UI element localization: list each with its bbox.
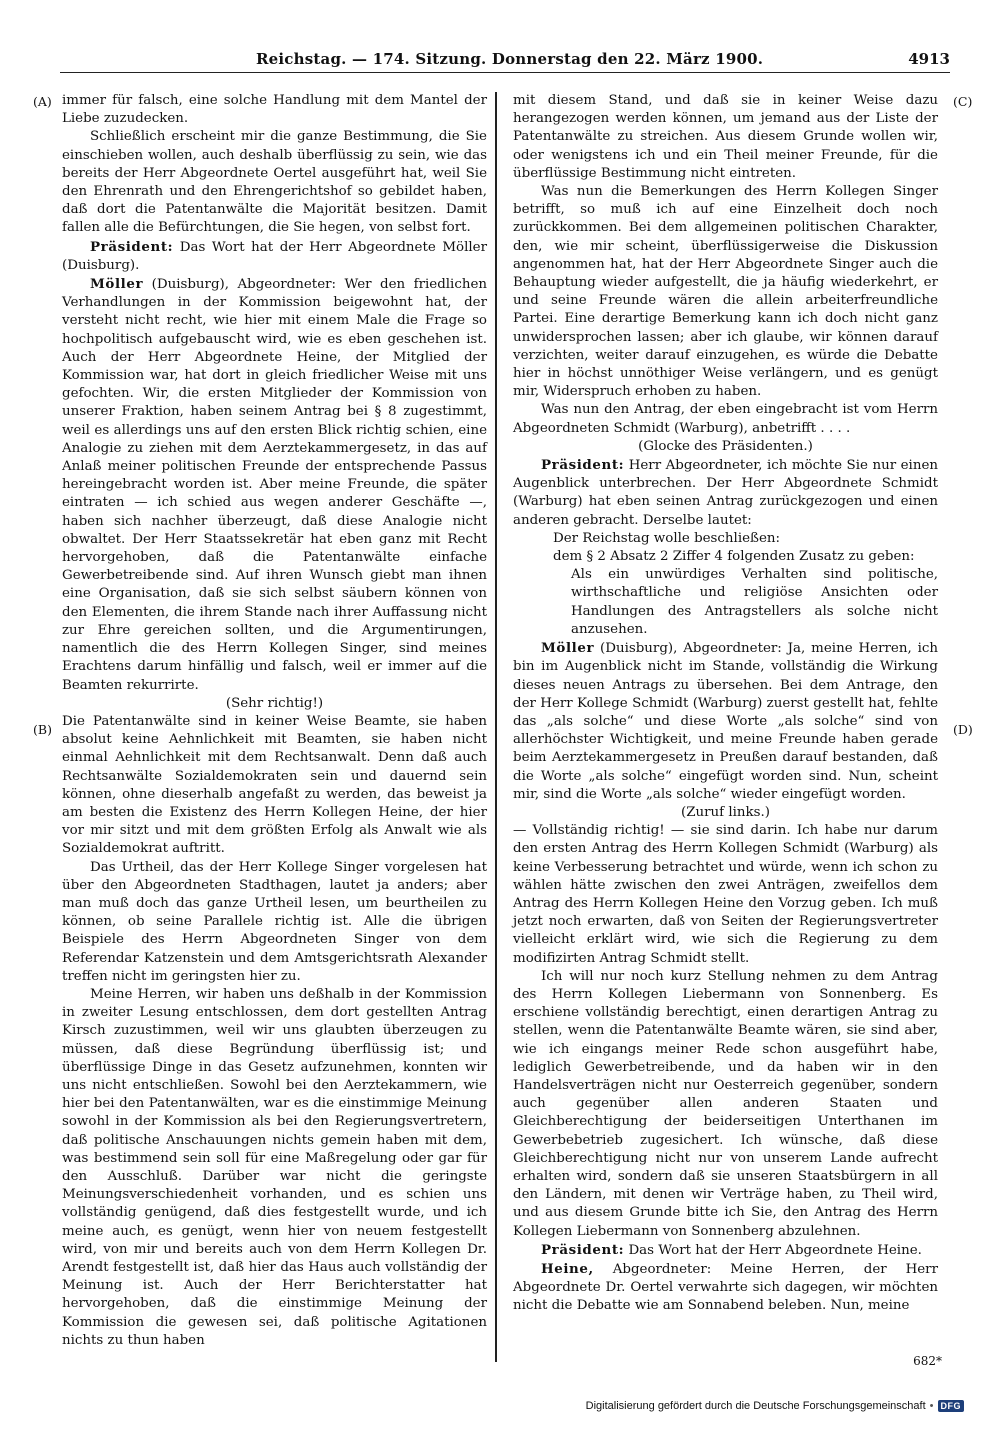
paragraph: Möller (Duisburg), Abgeordneter: Wer den friedlichen Verhandlungen in der Kommission beigewohnt hat, der versteht nicht recht, wie hier mit einem Male die Frage so hochpolitisch aufgebauscht wird, wie es eben geschehen ist. Auch der Herr Abgeordnete Heine, der Mitglied der Kommission war, hat dort in gleich friedlicher Weise mit uns gefochten. Wir, die ersten Mitglieder der Kommission von unserer Fraktion, haben seinem Antrag bei § 8 zugestimmt, weil es allerdings uns auf den ersten Blick richtig schien, eine Analogie zu ziehen mit dem Aerztekammergesetz, in das auf Anlaß meiner politischen Freunde der entsprechende Passus hereingebracht worden ist. Aber meine Freunde, die später eintraten — ich schied aus wegen anderer Geschäfte —, haben sich nachher überzeugt, daß diese Analogie nicht obwaltet. Der Herr Staatssekretär hat eben ganz mit Recht hervorgehoben, daß die Patentanwälte einfache Gewerbetreibende sind. Auf ihren Wunsch giebt man ihnen eine Organisation, daß sie sich selbst säubern können von den Elementen, die ihrem Stande nach ihrer Auffassung nicht zur Ehre gereichen sollten, und die Argumentirungen, namentlich die des Herrn Kollegen Singer, sind meines Erachtens darum hinfällig und falsch, weil er immer auf die Beamten rekurrirte. — [62, 276, 487, 693]
speaker-name: Heine, — [541, 1261, 594, 1277]
margin-marker-a: (A) — [33, 94, 52, 109]
dfg-logo: DFG — [938, 1400, 965, 1412]
paragraph: Möller (Duisburg), Abgeordneter: Ja, meine Herren, ich bin im Augenblick nicht im Stande, vollständig die Wirkung dieses neuen Antrags zu übersehen. Bei dem Antrage, den der Herr Kollege Schmidt (Warburg) zuerst gestellt hat, fehlte das „als solche“ und diese Worte „als solche“ sind von allerhöchster Wichtigkeit, und meine Freunde haben gerade beim Aerztekammergesetz in Preußen darauf bestanden, daß die Worte „als solche“ eingefügt worden sind. Nun, scheint mir, sind die Worte „als solche“ wieder eingefügt worden. — [513, 640, 938, 802]
motion-text — [553, 530, 938, 566]
speaker-name: Präsident: — [541, 457, 625, 474]
margin-marker-b: (B) — [33, 722, 52, 737]
paragraph: Präsident: Das Wort hat der Herr Abgeordnete Heine. — [541, 1241, 922, 1258]
left-column — [62, 92, 487, 1350]
paragraph: Was nun die Bemerkungen des Herrn Kollegen Singer betrifft, so muß ich auf eine Einzelheit doch noch zurückkommen. Bei dem allgemeinen politischen Charakter, den, wie mir scheint, überflüssigerweise die Diskussion angenommen hat, hat der Herr Abgeordnete Singer auch die Behauptung wieder aufgestellt, die ja häufig wiederkehrt, er und seine Freunde wären die allein arbeiterfreundliche Partei. Eine derartige Bemerkung kann ich doch nicht ganz unwidersprochen lassen; aber ich glaube, wir können darauf verzichten, weiter darauf einzugehen, es würde die Debatte hier in höchst unnöthiger Weise verlängern, und es genügt mir, Widerspruch erhoben zu haben. — [513, 184, 938, 400]
paragraph: Was nun den Antrag, der eben eingebracht ist vom Herrn Abgeordneten Schmidt (Warburg), anbetrifft . . . . — [513, 402, 938, 436]
running-title: Reichstag. — 174. Sitzung. Donnerstag den 22. März 1900. — [256, 50, 764, 68]
interjection: (Zuruf links.) — [680, 804, 771, 820]
paragraph: — Vollständig richtig! — sie sind darin. Ich habe nur darum den ersten Antrag des Herrn Kollegen Schmidt (Warburg) als keine Verbesserung betrachtet und würde, wenn ich schon zu wählen hätte zwischen den zwei Anträgen, zweifellos dem Antrag des Herrn Kollegen Heine den Vorzug geben. Ich muß jetzt noch erwarten, daß von Seiten der Regierungsvertreter vielleicht erklärt wird, wie sich die Regierung zu dem modifizirten Antrag Schmidt stellt. — [513, 823, 938, 966]
paragraph: Heine, Abgeordneter: Meine Herren, der Herr Abgeordnete Dr. Oertel verwahrte sich dagegen, wir möchten nicht die Debatte wie am Sonnabend beleben. Nun, meine — [513, 1261, 938, 1314]
digitization-credit — [586, 1398, 964, 1414]
speaker-name: Präsident: — [541, 1241, 625, 1258]
page-number: 4913 — [908, 50, 950, 68]
separator: • — [929, 1400, 934, 1412]
paragraph: Präsident: Das Wort hat der Herr Abgeordnete Möller (Duisburg). — [62, 238, 487, 273]
speaker-name: Präsident: — [90, 238, 174, 255]
interjection: (Glocke des Präsidenten.) — [638, 438, 813, 454]
speaker-name: Möller — [90, 276, 144, 293]
paragraph: Ich will nur noch kurz Stellung nehmen zu dem Antrag des Herrn Kollegen Liebermann von Sonnenberg. Es erschiene vollständig berechtigt, einen derartigen Antrag zu stellen, wenn die Patentanwälte Beamte wären, sie sind aber, wie ich eingangs meiner Rede schon ausgeführt habe, lediglich Gewerbetreibende, und da haben wir in den Handelsverträgen nicht nur Oesterreich gegenüber, sondern auch gegenüber allen anderen Staaten und Gleichberechtigung der beiderseitigen Unterthanen im Gewerbebetrieb zugesichert. Ich wünsche, daß diese Gleichberechtigung nicht nur von unserem Lande aufrecht erhalten wird, sondern daß sie unseren Staatsbürgern in all den Ländern, mit denen wir Verträge haben, zu Theil wird, und aus diesem Grunde bitte ich Sie, den Antrag des Herrn Kollegen Liebermann von Sonnenberg abzulehnen. — [513, 968, 938, 1239]
right-column — [513, 92, 938, 1316]
interjection: (Sehr richtig!) — [225, 695, 324, 711]
margin-marker-d: (D) — [953, 722, 973, 737]
paragraph: Schließlich erscheint mir die ganze Bestimmung, die Sie einschieben wollen, auch deshalb überflüssig zu sein, wie das bereits der Herr Abgeordnete Oertel ausgeführt hat, weil Sie den Ehrenrath und den Ehrengerichtshof so gebildet haben, daß dort die Patentanwälte die Majorität besitzen. Damit fallen alle die Befürchtungen, die Sie hegen, von selbst fort. — [62, 129, 487, 236]
printer-signature: 682* — [913, 1354, 942, 1368]
motion-line: Der Reichstag wolle beschließen: — [553, 530, 781, 546]
paragraph: Präsident: Herr Abgeordneter, ich möchte Sie nur einen Augenblick unterbrechen. Der Herr Abgeordnete Schmidt (Warburg) hat eben seinen Antrag zurückgezogen und einen anderen gebracht. Derselbe lautet: — [513, 457, 938, 528]
page-header — [60, 46, 950, 73]
paragraph: Die Patentanwälte sind in keiner Weise Beamte, sie haben absolut keine Aehnlichkeit mit Beamten, sie haben nicht einmal Aehnlichkeit mit dem Rechtsanwalt. Denn daß auch Rechtsanwälte Sozialdemokraten sein und dauernd sein können, ohne dieserhalb angefaßt zu werden, das beweist ja am besten die Existenz des Herrn Kollegen Heine, der hier vor mir sitzt und mit dem größten Erfolg als Anwalt wie als Sozialdemokrat auftritt. — [62, 713, 487, 857]
margin-marker-c: (C) — [953, 94, 973, 109]
paragraph: immer für falsch, eine solche Handlung mit dem Mantel der Liebe zuzudecken. — [62, 93, 487, 127]
motion-quote — [571, 566, 938, 639]
motion-line: Als ein unwürdiges Verhalten sind politische, wirthschaftliche und religiöse Ansichten oder Handlungen des Antragstellers als solche nicht anzusehen. — [571, 567, 938, 637]
paragraph: mit diesem Stand, und daß sie in keiner Weise dazu herangezogen werden können, um jemand aus der Liste der Patentanwälte zu streichen. Aus diesem Grunde wollen wir, oder wenigstens ich und ein Theil meiner Freunde, für die überflüssige Bestimmung nicht eintreten. — [513, 93, 938, 181]
motion-line: dem § 2 Absatz 2 Ziffer 4 folgenden Zusatz zu geben: — [553, 549, 915, 565]
column-divider — [495, 92, 497, 1362]
speaker-name: Möller — [541, 640, 595, 657]
credit-text: Digitalisierung gefördert durch die Deutsche Forschungsgemeinschaft — [585, 1400, 926, 1412]
paragraph: Das Urtheil, das der Herr Kollege Singer vorgelesen hat über den Abgeordneten Stadthagen, lautet ja anders; aber man muß doch das ganze Urtheil lesen, um beurtheilen zu können, ob seine Parallele richtig ist. Alle die übrigen Beispiele des Herrn Abgeordneten Singer von dem Referendar Katzenstein und dem Amtsgerichtsrath Alexander treffen nicht im geringsten hier zu. — [62, 859, 487, 984]
paragraph: Meine Herren, wir haben uns deßhalb in der Kommission in zweiter Lesung entschlossen, dem dort gestellten Antrag Kirsch zuzustimmen, weil wir uns glaubten überzeugen zu müssen, daß diese Begründung überflüssig ist; und überflüssige Dinge in das Gesetz aufzunehmen, konnten wir uns nicht entschließen. Sowohl bei den Aerztekammern, wie hier bei den Patentanwälten, war es die einstimmige Meinung sowohl in der Kommission als bei den Regierungsvertretern, daß politische Anschauungen nichts gemein haben mit dem, was bestimmend sein soll für eine Maßregelung oder gar für den Ausschluß. Darüber war nicht die geringste Meinungsverschiedenheit vorhanden, und es schien uns vollständig genügend, daß dies festgestellt wurde, und ich meine auch, es genügt, wenn hier von neuem festgestellt wird, von mir und bereits auch von dem Herrn Kollegen Dr. Arendt festgestellt ist, daß hier das Haus auch vollständig der Meinung ist. Auch der Herr Berichterstatter hat hervorgehoben, daß die einstimmige Meinung der Kommission die gewesen sei, daß politische Agitationen nichts zu thun haben — [62, 986, 487, 1348]
